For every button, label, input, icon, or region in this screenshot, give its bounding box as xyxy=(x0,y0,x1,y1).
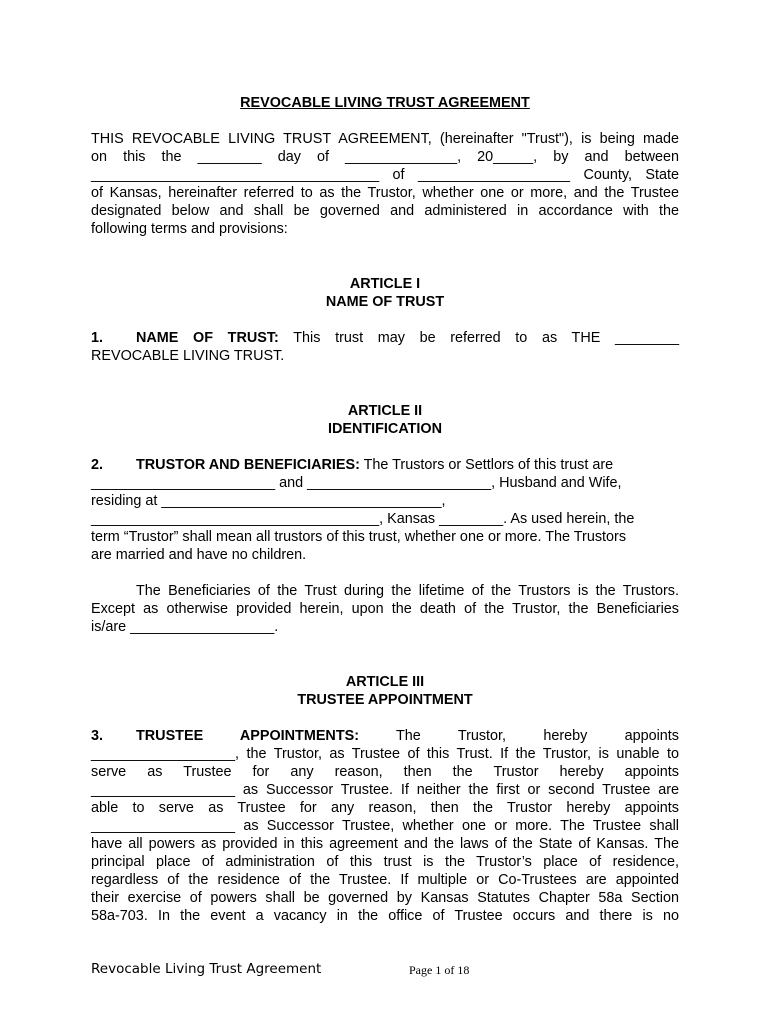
section-2-line: residing at ___________________________________, xyxy=(91,493,446,509)
article-1-subheading: NAME OF TRUST xyxy=(325,294,445,310)
beneficiaries-text: The Beneficiaries of the Trust during the lifetime of the Trustors is the Trustors. xyxy=(136,583,679,599)
section-text: The Trustors or Settlors of this trust are xyxy=(359,457,614,473)
section-3-line: their exercise of powers shall be governed by Kansas Statutes Chapter 58a Section xyxy=(91,890,679,906)
section-3-line: principal place of administration of this trust is the Trustor’s place of residence, xyxy=(91,854,679,870)
section-3-line: __________________ as Successor Trustee. If neither the first or second Trustee are xyxy=(91,782,679,798)
section-3-line: __________________, the Trustor, as Trustee of this Trust. If the Trustor, is unable to xyxy=(91,746,679,762)
section-3-line: able to serve as Trustee for any reason, then the Trustor hereby appoints xyxy=(91,800,679,816)
section-2-line: are married and have no children. xyxy=(91,547,307,563)
article-1-heading: ARTICLE I xyxy=(349,276,421,292)
article-3-heading: ARTICLE III xyxy=(345,674,425,690)
section-2-line: _______________________ and _______________________, Husband and Wife, xyxy=(91,475,622,491)
article-3-paragraph xyxy=(91,727,679,925)
article-2-beneficiaries-paragraph xyxy=(91,582,679,636)
article-2-paragraph xyxy=(91,456,679,564)
intro-line: of Kansas, hereinafter referred to as the Trustor, whether one or more, and the Trustee xyxy=(91,185,679,201)
section-3-line: 58a-703. In the event a vacancy in the office of Trustee occurs and there is no xyxy=(91,908,679,924)
article-3-subheading: TRUSTEE APPOINTMENT xyxy=(297,692,473,708)
article-2-heading: ARTICLE II xyxy=(347,403,423,419)
document-body xyxy=(91,94,679,925)
section-3-line: serve as Trustee for any reason, then the Trustor hereby appoints xyxy=(91,764,679,780)
section-2-line: term “Trustor” shall mean all trustors of this trust, whether one or more. The Trustors xyxy=(91,529,627,545)
section-2-line xyxy=(91,456,679,474)
section-text: The Trustor, hereby appoints xyxy=(359,728,679,744)
section-3-line: have all powers as provided in this agreement and the laws of the State of Kansas. The xyxy=(91,836,679,852)
section-3-line xyxy=(91,727,679,745)
intro-line: designated below and shall be governed and administered in accordance with the xyxy=(91,203,679,219)
section-label: TRUSTEE APPOINTMENTS: xyxy=(136,728,360,744)
section-label: NAME OF TRUST: xyxy=(136,330,279,346)
beneficiaries-line: Except as otherwise provided herein, upon the death of the Trustor, the Beneficiaries xyxy=(91,601,679,617)
intro-paragraph xyxy=(91,130,679,238)
intro-line: ____________________________________ of ___________________ County, State xyxy=(91,167,679,183)
section-number: 2. xyxy=(91,457,104,473)
intro-line: on this the ________ day of ______________, 20_____, by and between xyxy=(91,149,679,165)
section-2-line: ____________________________________, Kansas ________. As used herein, the xyxy=(91,511,635,527)
beneficiaries-line: is/are __________________. xyxy=(91,619,279,635)
section-1-line: REVOCABLE LIVING TRUST. xyxy=(91,348,285,364)
article-1-paragraph xyxy=(91,329,679,365)
section-number: 3. xyxy=(91,728,104,744)
beneficiaries-line xyxy=(91,582,679,600)
document-title: REVOCABLE LIVING TRUST AGREEMENT xyxy=(240,95,530,111)
section-3-line: regardless of the residence of the Trustee. If multiple or Co-Trustees are appointed xyxy=(91,872,679,888)
footer-document-title: Revocable Living Trust Agreement xyxy=(91,961,322,977)
section-text: This trust may be referred to as THE ________ xyxy=(278,330,680,346)
intro-line: THIS REVOCABLE LIVING TRUST AGREEMENT, (hereinafter "Trust"), is being made xyxy=(91,131,679,147)
page-number: Page 1 of 18 xyxy=(409,963,470,977)
section-label: TRUSTOR AND BENEFICIARIES: xyxy=(136,457,360,473)
section-1-line xyxy=(91,329,679,347)
article-2-subheading: IDENTIFICATION xyxy=(327,421,443,437)
section-3-line: __________________ as Successor Trustee, whether one or more. The Trustee shall xyxy=(91,818,679,834)
intro-line: following terms and provisions: xyxy=(91,221,288,237)
section-number: 1. xyxy=(91,330,104,346)
